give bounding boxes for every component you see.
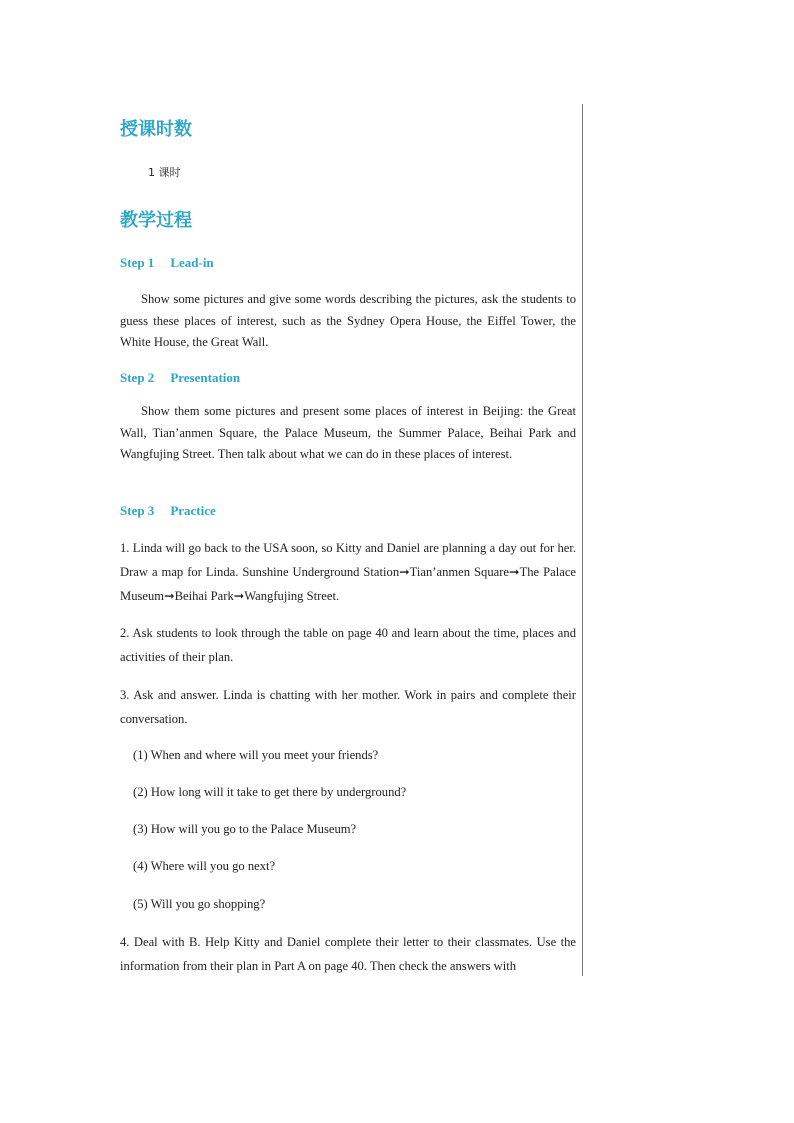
practice-item-3: 3. Ask and answer. Linda is chatting with her mother. Work in pairs and complete their conversation.	[120, 688, 576, 726]
step-3-heading	[120, 503, 216, 519]
class-hours-heading: 授课时数	[120, 119, 192, 140]
question-2: (2) How long will it take to get there by underground?	[133, 785, 407, 799]
step-3-title: Practice	[170, 503, 216, 518]
question-5: (5) Will you go shopping?	[133, 897, 266, 911]
step-1-heading	[120, 255, 214, 271]
step-2-text: Show them some pictures and present some places of interest in Beijing: the Great Wall, Tian’anmen Square, the Palace Museum, the Summer Palace, Beihai Park and Wangfujing Street. Then talk about what we can do in these places of interest.	[120, 404, 576, 461]
class-hours-value: 1 课时	[148, 166, 181, 179]
question-4: (4) Where will you go next?	[133, 859, 276, 873]
teaching-process-heading: 教学过程	[120, 210, 192, 231]
step-2-title: Presentation	[170, 370, 241, 385]
step-1-title: Lead-in	[170, 255, 214, 270]
step-1-label: Step 1	[120, 255, 155, 270]
practice-item-1: 1. Linda will go back to the USA soon, so Kitty and Daniel are planning a day out for her. Draw a map for Linda. Sunshine Underground Station➞Tian’anmen Square➞The Palace Museum➞Beihai Park➞Wangfujing Street.	[120, 541, 576, 603]
step-1-text: Show some pictures and give some words describing the pictures, ask the students to guess these places of interest, such as the Sydney Opera House, the Eiffel Tower, the White House, the Great Wall.	[120, 292, 576, 349]
practice-item-4: 4. Deal with B. Help Kitty and Daniel complete their letter to their classmates. Use the information from their plan in Part A on page 40. Then check the answers with	[120, 935, 576, 973]
step-3-label: Step 3	[120, 503, 155, 518]
practice-item-2: 2. Ask students to look through the table on page 40 and learn about the time, places and activities of their plan.	[120, 626, 576, 664]
table-border-line	[582, 104, 583, 976]
question-1: (1) When and where will you meet your friends?	[133, 748, 379, 762]
question-3: (3) How will you go to the Palace Museum?	[133, 822, 357, 836]
step-2-label: Step 2	[120, 370, 155, 385]
step-2-heading	[120, 370, 240, 386]
